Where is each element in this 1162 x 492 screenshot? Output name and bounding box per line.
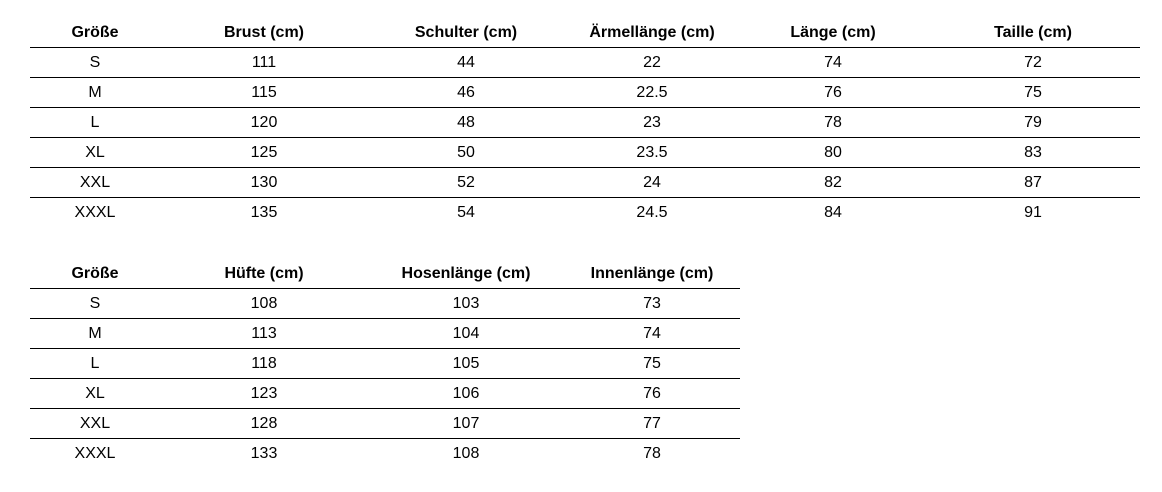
table-row — [30, 379, 740, 409]
table-cell: 74 — [740, 48, 926, 78]
table-row — [30, 319, 740, 349]
table-cell: S — [30, 289, 160, 319]
size-chart-bottom — [30, 259, 740, 468]
table-cell: 44 — [368, 48, 564, 78]
table-row — [30, 349, 740, 379]
table-cell: L — [30, 349, 160, 379]
table-row — [30, 409, 740, 439]
table-cell: 77 — [564, 409, 740, 439]
table-row — [30, 138, 1140, 168]
table-cell: 22 — [564, 48, 740, 78]
table-cell: 105 — [368, 349, 564, 379]
table-cell: XXXL — [74, 444, 116, 462]
table-cell: 24.5 — [636, 203, 668, 221]
table-cell: XL — [30, 379, 160, 409]
table-cell: S — [30, 48, 160, 78]
column-header-chest: Brust (cm) — [160, 18, 368, 48]
column-header-inseam: Innenlänge (cm) — [564, 259, 740, 289]
table-cell: 23.5 — [564, 138, 740, 168]
table-cell: 108 — [452, 444, 480, 462]
table-cell: 91 — [1024, 203, 1042, 221]
table-cell: 113 — [160, 319, 368, 349]
column-header-trouser-length: Hosenlänge (cm) — [368, 259, 564, 289]
table-row — [30, 48, 1140, 78]
table-cell: 84 — [824, 203, 842, 221]
table-cell: 120 — [160, 108, 368, 138]
table-cell: XXL — [30, 409, 160, 439]
table-cell: 48 — [368, 108, 564, 138]
table-cell: 78 — [643, 444, 661, 462]
table-header-row — [30, 259, 740, 289]
table-cell: 73 — [564, 289, 740, 319]
table-cell: 54 — [457, 203, 475, 221]
table-cell: 79 — [926, 108, 1140, 138]
table-cell: 104 — [368, 319, 564, 349]
table-cell: 107 — [368, 409, 564, 439]
table-cell: 24 — [564, 168, 740, 198]
table-cell: 130 — [160, 168, 368, 198]
table-row — [30, 78, 1140, 108]
table-cell: 103 — [368, 289, 564, 319]
table-cell: 80 — [740, 138, 926, 168]
table-cell: 74 — [564, 319, 740, 349]
table-cell: 133 — [250, 444, 278, 462]
table-cell: 123 — [160, 379, 368, 409]
table-cell: 50 — [368, 138, 564, 168]
table-cell: L — [30, 108, 160, 138]
table-cell: 23 — [564, 108, 740, 138]
table-cell: 115 — [160, 78, 368, 108]
table-cell: 52 — [368, 168, 564, 198]
table-cell: 87 — [926, 168, 1140, 198]
size-chart-top — [30, 18, 1140, 227]
table-cell: 135 — [250, 203, 278, 221]
table-cell: XL — [30, 138, 160, 168]
table-cell: XXL — [30, 168, 160, 198]
table-cell: M — [30, 319, 160, 349]
table-cell: 78 — [740, 108, 926, 138]
column-header-size: Größe — [30, 18, 160, 48]
column-header-size: Größe — [30, 259, 160, 289]
table-row — [30, 168, 1140, 198]
table-cell: 118 — [160, 349, 368, 379]
table-cell: 75 — [564, 349, 740, 379]
table-cell: 108 — [160, 289, 368, 319]
table-cell: 76 — [740, 78, 926, 108]
table-row — [30, 439, 740, 469]
column-header-hip: Hüfte (cm) — [160, 259, 368, 289]
table-cell: 22.5 — [564, 78, 740, 108]
table-cell: M — [30, 78, 160, 108]
column-header-waist: Taille (cm) — [926, 18, 1140, 48]
table-cell: 76 — [564, 379, 740, 409]
table-row — [30, 198, 1140, 228]
column-header-sleeve-length: Ärmellänge (cm) — [564, 18, 740, 48]
table-cell: 125 — [160, 138, 368, 168]
table-cell: 72 — [926, 48, 1140, 78]
table-cell: 106 — [368, 379, 564, 409]
table-row — [30, 289, 740, 319]
table-cell: 128 — [160, 409, 368, 439]
column-header-length: Länge (cm) — [740, 18, 926, 48]
column-header-shoulder: Schulter (cm) — [368, 18, 564, 48]
table-cell: 111 — [160, 48, 368, 78]
table-cell: 83 — [926, 138, 1140, 168]
table-row — [30, 108, 1140, 138]
table-cell: XXXL — [74, 203, 116, 221]
table-header-row — [30, 18, 1140, 48]
table-cell: 46 — [368, 78, 564, 108]
table-cell: 75 — [926, 78, 1140, 108]
table-cell: 82 — [740, 168, 926, 198]
